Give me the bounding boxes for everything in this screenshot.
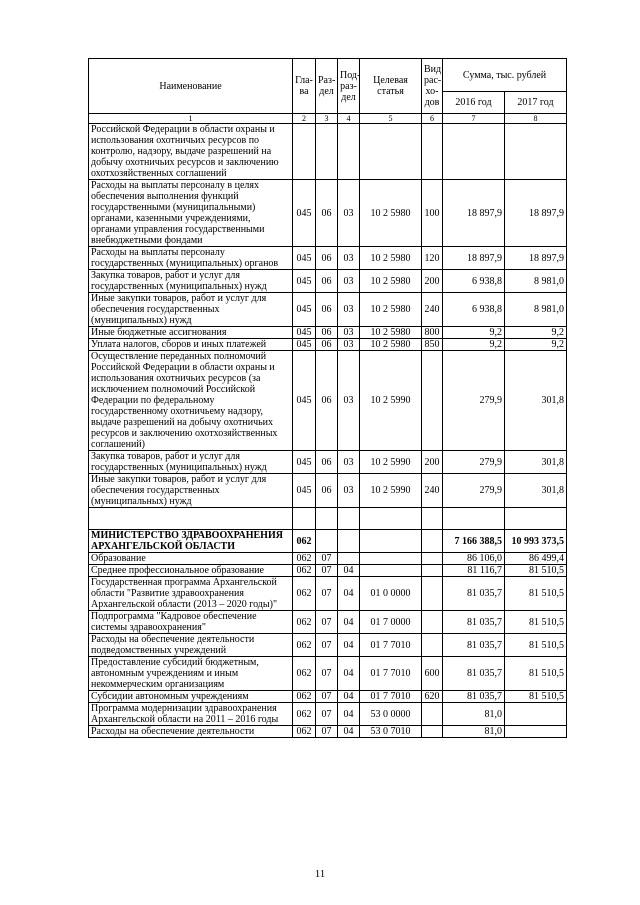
table-row	[89, 351, 567, 451]
row-target-article	[360, 553, 422, 565]
row-razdel: 07	[316, 577, 338, 611]
row-target-article: 01 7 7010	[360, 634, 422, 657]
table-row	[89, 726, 567, 738]
budget-table	[88, 58, 567, 738]
row-glava: 045	[293, 351, 316, 451]
row-sum-2017: 301,8	[505, 474, 567, 508]
row-name: Предоставление субсидий бюджетным, автономным учреждениям и иным некоммерческим организациям	[89, 657, 293, 691]
table-row	[89, 703, 567, 726]
column-number: 8	[505, 114, 567, 124]
row-target-article: 53 0 0000	[360, 703, 422, 726]
row-target-article: 10 2 5980	[360, 327, 422, 339]
table-row	[89, 565, 567, 577]
table-row	[89, 611, 567, 634]
row-name: Среднее профессиональное образование	[89, 565, 293, 577]
row-target-article: 10 2 5990	[360, 351, 422, 451]
row-razdel: 06	[316, 339, 338, 351]
table-row	[89, 553, 567, 565]
row-podrazdel: 04	[338, 565, 360, 577]
row-glava: 045	[293, 339, 316, 351]
row-sum-2016: 81,0	[443, 703, 505, 726]
row-expense-type	[422, 726, 443, 738]
row-glava: 045	[293, 180, 316, 247]
row-podrazdel: 04	[338, 634, 360, 657]
row-name: Иные закупки товаров, работ и услуг для обеспечения государственных (муниципальных) нужд	[89, 293, 293, 327]
row-sum-2017: 301,8	[505, 451, 567, 474]
row-razdel: 07	[316, 726, 338, 738]
row-sum-2016: 18 897,9	[443, 180, 505, 247]
row-name: Расходы на обеспечение деятельности	[89, 726, 293, 738]
row-razdel: 06	[316, 247, 338, 270]
row-sum-2017	[505, 124, 567, 180]
row-name: Образование	[89, 553, 293, 565]
row-sum-2017: 301,8	[505, 351, 567, 451]
row-glava: 045	[293, 270, 316, 293]
table-row	[89, 451, 567, 474]
row-sum-2017: 10 993 373,5	[505, 530, 567, 553]
row-name: Иные закупки товаров, работ и услуг для обеспечения государственных (муниципальных) нужд	[89, 474, 293, 508]
row-razdel	[316, 508, 338, 530]
column-number: 6	[422, 114, 443, 124]
row-sum-2017: 18 897,9	[505, 180, 567, 247]
header-target-article: Целевая статья	[360, 59, 422, 114]
row-sum-2016: 279,9	[443, 474, 505, 508]
row-podrazdel	[338, 553, 360, 565]
row-name: Расходы на выплаты персоналу в целях обеспечения выполнения функций государственными (муниципальными) органами, казенными учреждениями, органами управления государственными внебюджетными фондами	[89, 180, 293, 247]
header-year-2017: 2017 год	[505, 92, 567, 114]
row-podrazdel: 04	[338, 611, 360, 634]
row-glava: 045	[293, 293, 316, 327]
row-target-article: 10 2 5980	[360, 293, 422, 327]
row-target-article: 10 2 5980	[360, 270, 422, 293]
header-name: Наименование	[89, 59, 293, 114]
row-glava: 062	[293, 657, 316, 691]
row-razdel: 06	[316, 474, 338, 508]
row-sum-2016: 81 035,7	[443, 577, 505, 611]
row-sum-2017	[505, 703, 567, 726]
row-sum-2017: 9,2	[505, 327, 567, 339]
row-sum-2016: 18 897,9	[443, 247, 505, 270]
row-sum-2017: 81 510,5	[505, 577, 567, 611]
row-podrazdel: 03	[338, 451, 360, 474]
table-row	[89, 327, 567, 339]
row-podrazdel: 04	[338, 691, 360, 703]
row-expense-type	[422, 124, 443, 180]
row-sum-2016: 279,9	[443, 451, 505, 474]
row-target-article: 10 2 5980	[360, 180, 422, 247]
row-target-article: 01 7 7010	[360, 691, 422, 703]
row-razdel: 06	[316, 351, 338, 451]
row-expense-type	[422, 351, 443, 451]
row-name	[89, 508, 293, 530]
row-sum-2016: 9,2	[443, 327, 505, 339]
row-glava: 062	[293, 691, 316, 703]
row-target-article	[360, 565, 422, 577]
row-name: Закупка товаров, работ и услуг для государственных (муниципальных) нужд	[89, 270, 293, 293]
row-name: Иные бюджетные ассигнования	[89, 327, 293, 339]
row-sum-2016: 279,9	[443, 351, 505, 451]
row-glava: 045	[293, 247, 316, 270]
row-glava: 062	[293, 703, 316, 726]
table-row	[89, 293, 567, 327]
row-podrazdel	[338, 508, 360, 530]
column-number: 7	[443, 114, 505, 124]
row-name: Уплата налогов, сборов и иных платежей	[89, 339, 293, 351]
table-row	[89, 270, 567, 293]
table-row	[89, 634, 567, 657]
row-expense-type	[422, 611, 443, 634]
row-target-article	[360, 508, 422, 530]
table-row	[89, 577, 567, 611]
row-sum-2017	[505, 726, 567, 738]
row-podrazdel: 03	[338, 339, 360, 351]
row-sum-2016: 81 035,7	[443, 691, 505, 703]
row-razdel	[316, 124, 338, 180]
row-razdel: 07	[316, 691, 338, 703]
row-name: Расходы на выплаты персоналу государственных (муниципальных) органов	[89, 247, 293, 270]
column-number-row	[89, 114, 567, 124]
row-sum-2017: 81 510,5	[505, 611, 567, 634]
header-podrazdel: Под-раз-дел	[338, 59, 360, 114]
row-razdel: 06	[316, 180, 338, 247]
row-podrazdel: 04	[338, 577, 360, 611]
row-sum-2016: 9,2	[443, 339, 505, 351]
row-sum-2017: 81 510,5	[505, 634, 567, 657]
row-expense-type: 850	[422, 339, 443, 351]
row-podrazdel	[338, 124, 360, 180]
row-podrazdel: 03	[338, 247, 360, 270]
row-sum-2017: 81 510,5	[505, 565, 567, 577]
row-sum-2017	[505, 508, 567, 530]
row-sum-2016: 81,0	[443, 726, 505, 738]
row-sum-2016	[443, 508, 505, 530]
row-expense-type	[422, 508, 443, 530]
row-glava: 045	[293, 474, 316, 508]
column-number: 4	[338, 114, 360, 124]
row-target-article: 01 7 0000	[360, 611, 422, 634]
row-podrazdel: 03	[338, 270, 360, 293]
row-target-article: 10 2 5980	[360, 339, 422, 351]
table-row	[89, 530, 567, 553]
row-podrazdel: 04	[338, 726, 360, 738]
row-glava: 045	[293, 451, 316, 474]
row-sum-2017: 18 897,9	[505, 247, 567, 270]
row-target-article: 53 0 7010	[360, 726, 422, 738]
row-expense-type: 600	[422, 657, 443, 691]
row-target-article	[360, 530, 422, 553]
row-name: Расходы на обеспечение деятельности подведомственных учреждений	[89, 634, 293, 657]
row-target-article: 10 2 5990	[360, 451, 422, 474]
row-expense-type: 240	[422, 293, 443, 327]
table-row	[89, 339, 567, 351]
row-name: Государственная программа Архангельской области "Развитие здравоохранения Архангельской области (2013 – 2020 годы)"	[89, 577, 293, 611]
row-expense-type: 120	[422, 247, 443, 270]
row-expense-type: 100	[422, 180, 443, 247]
table-row	[89, 657, 567, 691]
row-sum-2016: 86 106,0	[443, 553, 505, 565]
row-glava: 062	[293, 611, 316, 634]
row-expense-type: 240	[422, 474, 443, 508]
row-glava: 062	[293, 553, 316, 565]
table-row	[89, 247, 567, 270]
row-podrazdel	[338, 530, 360, 553]
row-sum-2017: 9,2	[505, 339, 567, 351]
row-razdel: 07	[316, 634, 338, 657]
row-glava: 062	[293, 530, 316, 553]
row-sum-2016: 6 938,8	[443, 270, 505, 293]
row-glava	[293, 124, 316, 180]
header-razdel: Раз-дел	[316, 59, 338, 114]
row-sum-2016	[443, 124, 505, 180]
row-name: Закупка товаров, работ и услуг для государственных (муниципальных) нужд	[89, 451, 293, 474]
row-podrazdel: 04	[338, 703, 360, 726]
column-number: 2	[293, 114, 316, 124]
row-name: МИНИСТЕРСТВО ЗДРАВООХРАНЕНИЯ АРХАНГЕЛЬСКОЙ ОБЛАСТИ	[89, 530, 293, 553]
row-glava: 062	[293, 634, 316, 657]
table-row	[89, 124, 567, 180]
table-body	[89, 124, 567, 738]
row-sum-2017: 81 510,5	[505, 691, 567, 703]
row-sum-2016: 81 035,7	[443, 657, 505, 691]
row-target-article	[360, 124, 422, 180]
row-sum-2017: 8 981,0	[505, 293, 567, 327]
row-expense-type	[422, 703, 443, 726]
page-number: 11	[314, 868, 326, 880]
row-sum-2016: 81 035,7	[443, 634, 505, 657]
row-name: Российской Федерации в области охраны и использования охотничьих ресурсов по контролю, надзору, выдаче разрешений на добычу охотничьих ресурсов и заключению охотхозяйственных соглашений	[89, 124, 293, 180]
column-number: 1	[89, 114, 293, 124]
row-razdel: 07	[316, 657, 338, 691]
row-razdel: 07	[316, 703, 338, 726]
row-name: Осуществление переданных полномочий Российской Федерации в области охраны и использования охотничьих ресурсов (за исключением полномочий Российской Федерации по федеральному государственному охотничьему надзору, выдаче разрешений на добычу охотничьих ресурсов и заключению охотхозяйственных соглашений)	[89, 351, 293, 451]
row-expense-type: 200	[422, 451, 443, 474]
row-podrazdel: 03	[338, 180, 360, 247]
header-sum: Сумма, тыс. рублей	[443, 59, 567, 92]
row-razdel: 07	[316, 611, 338, 634]
row-sum-2017: 8 981,0	[505, 270, 567, 293]
row-sum-2016: 6 938,8	[443, 293, 505, 327]
row-sum-2016: 81 116,7	[443, 565, 505, 577]
row-glava: 062	[293, 726, 316, 738]
row-expense-type	[422, 634, 443, 657]
row-target-article: 10 2 5980	[360, 247, 422, 270]
row-expense-type: 620	[422, 691, 443, 703]
row-expense-type: 800	[422, 327, 443, 339]
row-expense-type	[422, 530, 443, 553]
row-sum-2017: 81 510,5	[505, 657, 567, 691]
row-sum-2016: 81 035,7	[443, 611, 505, 634]
row-razdel: 07	[316, 565, 338, 577]
header-glava: Гла-ва	[293, 59, 316, 114]
header-expense-type: Вид рас-хо-дов	[422, 59, 443, 114]
row-target-article: 01 0 0000	[360, 577, 422, 611]
row-target-article: 10 2 5990	[360, 474, 422, 508]
row-glava: 045	[293, 327, 316, 339]
row-razdel	[316, 530, 338, 553]
row-target-article: 01 7 7010	[360, 657, 422, 691]
row-razdel: 06	[316, 451, 338, 474]
table-row	[89, 691, 567, 703]
row-expense-type	[422, 553, 443, 565]
row-sum-2017: 86 499,4	[505, 553, 567, 565]
row-razdel: 06	[316, 293, 338, 327]
column-number: 5	[360, 114, 422, 124]
header-year-2016: 2016 год	[443, 92, 505, 114]
row-expense-type	[422, 577, 443, 611]
row-podrazdel: 03	[338, 327, 360, 339]
row-sum-2016: 7 166 388,5	[443, 530, 505, 553]
table-row	[89, 474, 567, 508]
row-glava: 062	[293, 577, 316, 611]
row-razdel: 06	[316, 327, 338, 339]
row-podrazdel: 04	[338, 657, 360, 691]
row-podrazdel: 03	[338, 293, 360, 327]
row-glava	[293, 508, 316, 530]
row-name: Программа модернизации здравоохранения Архангельской области на 2011 – 2016 годы	[89, 703, 293, 726]
column-number: 3	[316, 114, 338, 124]
table-row	[89, 508, 567, 530]
row-razdel: 06	[316, 270, 338, 293]
table-row	[89, 180, 567, 247]
row-podrazdel: 03	[338, 474, 360, 508]
row-name: Субсидии автономным учреждениям	[89, 691, 293, 703]
row-glava: 062	[293, 565, 316, 577]
row-expense-type: 200	[422, 270, 443, 293]
row-razdel: 07	[316, 553, 338, 565]
row-podrazdel: 03	[338, 351, 360, 451]
row-name: Подпрограмма "Кадровое обеспечение системы здравоохранения"	[89, 611, 293, 634]
row-expense-type	[422, 565, 443, 577]
